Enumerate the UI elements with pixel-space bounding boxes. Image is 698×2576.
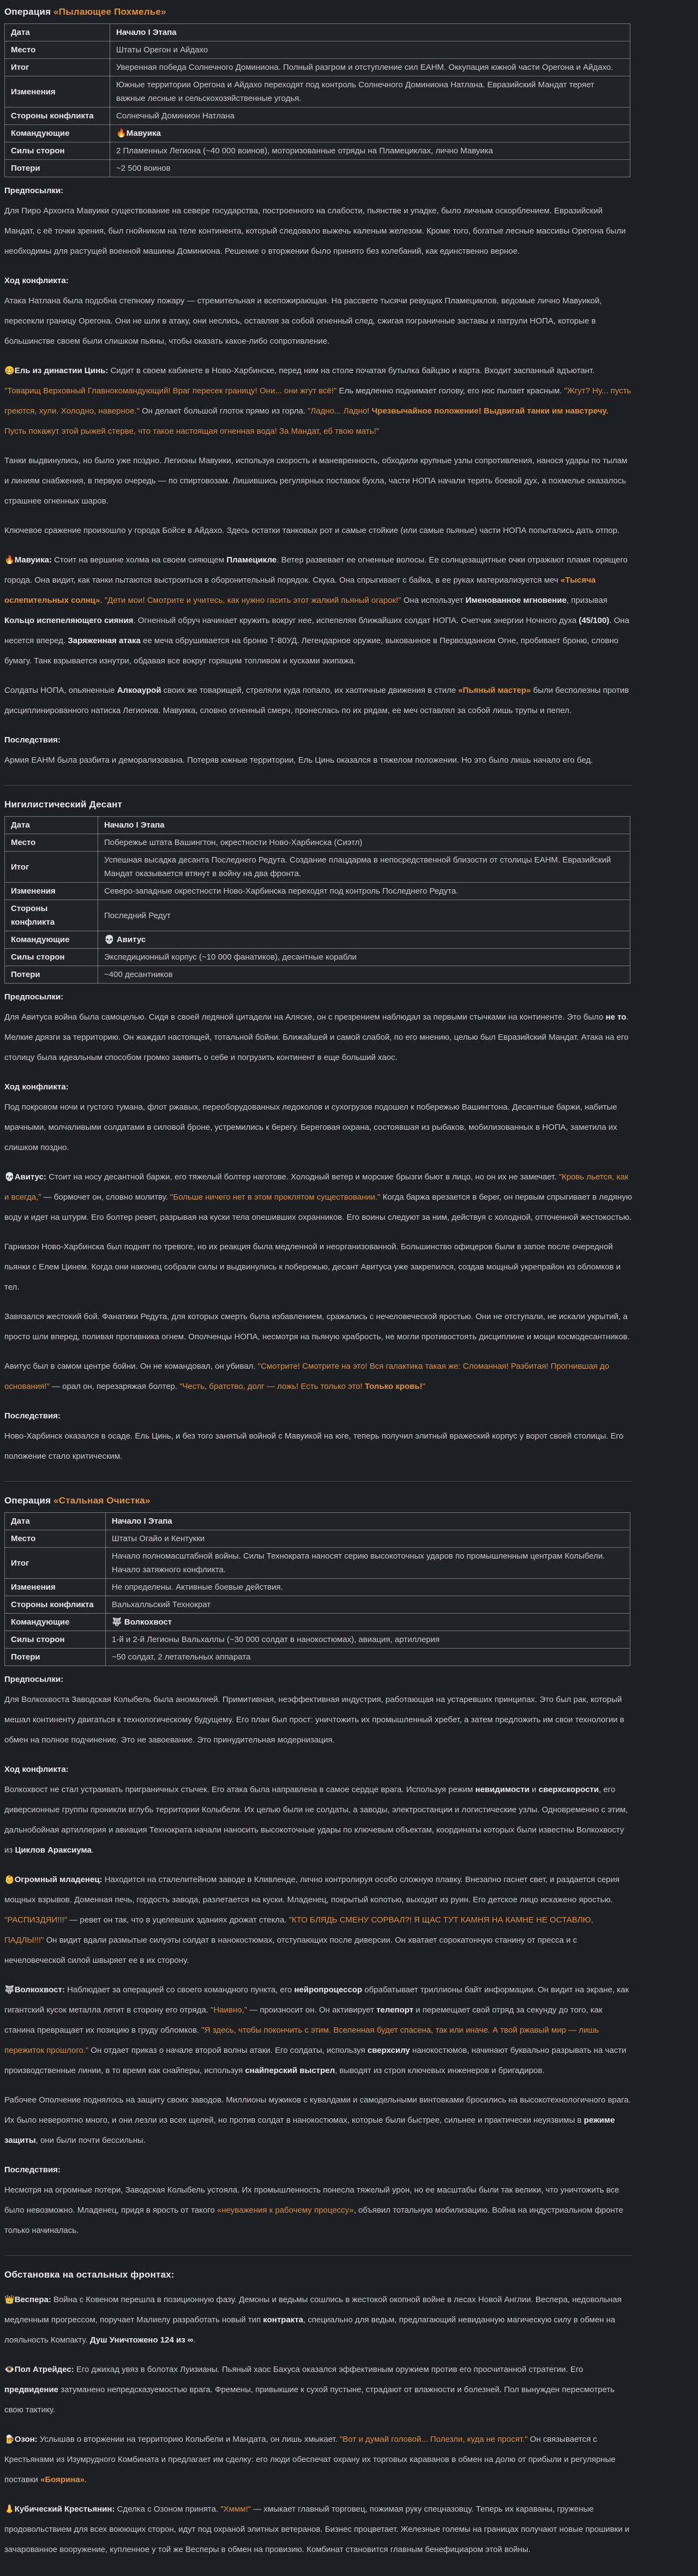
- text-segment: — хмыкает главный торговец, пожимая руку спецназовцу. Теперь их караваны, груженые продовольствием для всех воюющих сторон, идут под охраной элитных ветеранов. Бизнес процветает. Железные големы на границах получают новые прошивки и зачарованное вооружение, купленное у той же Весперы в обмен на провизию. Комбинат становится главным бенефициаром этой войны.: [4, 2505, 630, 2554]
- text-segment: Начало полномасштабной войны. Силы Технократа наносят серию высокоточных ударов по промышленным центрам Колыбели. Начало затяжного конфликта.: [112, 1551, 605, 1574]
- text-segment: Начало I Этапа: [104, 820, 165, 830]
- row-value: [98, 883, 630, 900]
- text-segment: , они были почти бессильны.: [35, 2136, 146, 2145]
- operation-infobox: [4, 1512, 630, 1666]
- row-value: [106, 1513, 630, 1530]
- row-label: Итог: [5, 852, 98, 883]
- text-segment: и перемещает свой отряд за секунду до того, как станина превращает их позицию в груду обломков.: [4, 2005, 603, 2035]
- paragraph: [4, 1780, 633, 1860]
- text-segment: Атака Натлана была подобна степному пожару — стремительная и всепожирающая. На рассвете тысячи ревущих Пламециклов, ведомые лично Мавуикой, пересекли границу Орегона. Они не шли в атаку, они неслись, оставляя за собой огненный след, сжигая пограничные заставы и патрули НОПА, которые в большинстве своем были слишком пьяны, чтобы оказать какое-либо сопротивление.: [4, 296, 602, 346]
- text-segment: нанокостюмов, начинают буквально разрывать на части производственные линии, в то время как снайперы, используя: [4, 2046, 627, 2075]
- text-segment: Волкохвост не стал устраивать приграничных стычек. Его атака была направлена в самое сердце врага. Используя режим: [4, 1785, 476, 1794]
- text-segment: Сделка с Озоном принята.: [115, 2505, 221, 2514]
- nose-icon: 👃: [4, 2505, 15, 2514]
- text-segment: Находится на сталелитейном заводе в Кливленде, лично контролируя особо сложную плавку. Внезапно гаснет свет, и раздается серия мощных взрывов. Доменная печь, гордость завода, разлетается на куски. Младенец, покрытый копотью, выходит из руин. Его детское лицо искажено яростью.: [4, 1875, 619, 1904]
- table-row: [5, 949, 630, 966]
- row-value: [110, 107, 630, 125]
- text-segment: Для Волкохвоста Заводская Колыбель была аномалией. Примитивная, неэффективная индустрия, работающая на устаревших принципах. Это был рак, который мешал континенту двигаться к технологическому будущему. Его план был прост: уничтожить их промышленный хребет, а затем предложить им свои технологии в обмен на полное подчинение. Это не завоевание. Это принудительная модернизация.: [4, 1695, 624, 1745]
- paragraph-label: Ход конфликта:: [4, 276, 69, 285]
- text-segment: Не определены. Активные боевые действия.: [112, 1583, 283, 1592]
- paragraph: [4, 361, 633, 441]
- text-segment: Стоит на вершине холма на своем сияющем: [51, 555, 227, 565]
- table-row: [5, 883, 630, 900]
- paragraph: [4, 2290, 633, 2350]
- text-segment: ": [422, 1382, 425, 1391]
- table-row: [5, 1513, 630, 1530]
- text-segment: Для Пиро Архонта Мавуики существование на севере государства, построенного на слабости, пьянстве и упадке, было личным оскорблением. Евразийский Мандат, с её точки зрения, был гнойником на теле континента, который следовало выжечь каленым железом. Кроме того, богатые лесные массивы Орегона были необходимы для растущей военной машины Доминиона. Решение о вторжении было принято без колебаний, как единственно верное.: [4, 206, 626, 256]
- row-value: [110, 160, 630, 177]
- crown-icon: 👑: [4, 2295, 15, 2304]
- row-value: [106, 1579, 630, 1596]
- text-segment: Для Авитуса война была самоцелью. Сидя в своей ледяной цитадели на Аляске, он с презрением наблюдал за первыми стычками на континенте. Это было: [4, 1013, 606, 1022]
- section-heading: [4, 7, 633, 17]
- table-row: [5, 24, 630, 41]
- paragraph: [4, 1690, 633, 1750]
- wolf-icon: 🐺: [112, 1618, 122, 1627]
- text-segment: Кольцо испепеляющего сияния: [4, 616, 134, 625]
- paragraph-label: Предпосылки:: [4, 186, 64, 195]
- row-label: Потери: [5, 1649, 106, 1666]
- text-segment: Ново-Харбинск оказался в осаде. Ель Цинь, и без того занятый войной с Мавуикой на юге, теперь получил элитный вражеский корпус у ворот своей столицы. Его положение стало критическим.: [4, 1431, 624, 1461]
- row-label: Силы сторон: [5, 142, 110, 160]
- row-value: [106, 1649, 630, 1666]
- text-segment: . Ветер развевает ее огненные волосы. Ее солнцезащитные очки отражают пламя горящего города. Она видит, как танки пытаются выстроиться в оборонительный порядок. Скука. Она спрыгивает с байка, в ее руках материализуется меч: [4, 555, 628, 585]
- paragraph: [4, 1237, 633, 1297]
- text-segment: Авитус:: [14, 1172, 46, 1182]
- text-segment: Алкоаурой: [117, 686, 161, 695]
- text-segment: Несмотря на огромные потери, Заводская Колыбель устояла. Их промышленность понесла тяжелый урон, но ее масштабы были так велики, что уничтожить все было невозможно. Младенец, придя в ярость от такого: [4, 2185, 619, 2215]
- text-segment: Он связывается с Крестьянами из Изумрудного Комбината и предлагает им сделку: его люди обеспечат охрану их торговых караванов в обмен на долю от прибыли и регулярные поставки: [4, 2435, 616, 2484]
- table-row: [5, 966, 630, 984]
- text-segment: Штаты Огайо и Кентукки: [112, 1534, 205, 1543]
- text-segment: Северо-западные окрестности Ново-Харбинска переходят под контроль Последнего Редута.: [104, 886, 459, 896]
- text-segment: , его диверсионные группы проникли вглубь территории Колыбели. Их целью были не солдаты, а заводы, электростанции и логистические узлы. Одновременно с этим, дальнобойная артиллерия и авиация Технократа начали наносить высокоточные удары по ключевым объектам, координаты которых были известны Волкохвосту из: [4, 1785, 628, 1855]
- text-segment: сверхсилу: [367, 2046, 410, 2055]
- text-segment: "Хммм!": [220, 2505, 251, 2514]
- table-row: [5, 1579, 630, 1596]
- text-segment: Когда баржа врезается в берег, он первым спрыгивает в ледяную воду и идет на штурм. Его болтер ревет, разрывая на куски тела опешивших охранников. Его воины следуют за ним, действуя с холодной, отточенной жестокостью.: [4, 1193, 633, 1222]
- text-segment: Пусть покажут этой рыжей стерве, что такое настоящая огненная вода! За Мандат, еб твою мать!": [4, 427, 380, 436]
- paragraph: [4, 520, 633, 541]
- text-segment: — произносит он. Он активирует: [247, 2005, 377, 2015]
- section-heading: [4, 2269, 633, 2280]
- section-title: Обстановка на остальных фронтах:: [4, 2269, 174, 2280]
- text-segment: ~400 десантников: [104, 970, 173, 979]
- text-segment: Его джихад увяз в болотах Луизианы. Пьяный хаос Бахуса оказался эффективным оружием против его просчитанной стратегии. Его: [74, 2365, 583, 2374]
- table-row: [5, 1631, 630, 1649]
- text-segment: обрабатывает триллионы байт информации. Он видит на экране, как гигантский кусок металла летит в сторону его отряда.: [4, 1985, 629, 2015]
- text-segment: — орал он, перезаряжая болтер.: [49, 1382, 180, 1391]
- row-value: [110, 24, 630, 41]
- text-segment: Он видит вдали размытые силуэты солдат в нанокостюмах, отступающих после диверсии. Он хватает сорокатонную станину от пресса и с нечеловеческой силой швыряет ее в их сторону.: [4, 1936, 577, 1965]
- row-value: [98, 949, 630, 966]
- text-segment: Солнечный Доминион Натлана: [116, 111, 235, 121]
- paragraph: [4, 1870, 633, 1970]
- text-segment: Услышав о вторжении на территорию Колыбели и Мандата, он лишь хмыкает.: [37, 2435, 340, 2444]
- text-segment: предвидение: [4, 2385, 59, 2394]
- text-segment: контракта: [263, 2315, 304, 2325]
- table-row: [5, 160, 630, 177]
- operation-title-prefix: Операция: [4, 1495, 54, 1506]
- paragraph: [4, 2359, 633, 2420]
- paragraph: [4, 451, 633, 511]
- text-segment: .: [193, 2335, 196, 2345]
- table-row: [5, 1614, 630, 1631]
- row-label: Итог: [5, 1548, 106, 1579]
- operation-title-prefix: Операция: [4, 7, 54, 17]
- row-label: Потери: [5, 160, 110, 177]
- text-segment: Кубический Крестьянин:: [14, 2505, 115, 2514]
- text-segment: Вальхалльский Технократ: [112, 1600, 211, 1609]
- text-segment: Последний Редут: [104, 910, 171, 920]
- text-segment: телепорт: [376, 2005, 414, 2015]
- paragraph: [4, 1167, 633, 1227]
- row-value: [106, 1530, 630, 1548]
- text-segment: Мавуика:: [14, 555, 52, 565]
- text-segment: не то: [605, 1013, 627, 1022]
- row-value: [98, 834, 630, 852]
- text-segment: Рабочее Ополчение поднялось на защиту своих заводов. Миллионы мужиков с кувалдами и самодельными винтовками бросились на высокотехнологичного врага. Их было невероятно много, и они лезли из всех щелей, но против солдат в нанокостюмах, которые были быстрее, сильнее и практически неуязвимы в: [4, 2095, 631, 2125]
- text-segment: "Честь, братство, долг — ложь! Есть только это!: [179, 1382, 365, 1391]
- text-segment: Пол Атрейдес:: [14, 2365, 74, 2374]
- fire-icon: 🔥: [116, 129, 127, 138]
- operation-title-name: Нигилистический Десант: [4, 799, 123, 810]
- paragraph: [4, 680, 633, 721]
- paragraph: [4, 2429, 633, 2490]
- paragraph: [4, 1307, 633, 1347]
- table-row: [5, 834, 630, 852]
- text-segment: «Пьяный мастер»: [458, 686, 531, 695]
- paragraph: [4, 550, 633, 671]
- text-segment: «Тысяча ослепительных солнц»: [4, 576, 596, 605]
- section-heading: [4, 1495, 633, 1506]
- row-label: Дата: [5, 24, 110, 41]
- text-segment: Она использует: [401, 596, 466, 605]
- text-segment: (45/100): [579, 616, 610, 625]
- text-segment: Выдвигай танки им навстречу.: [483, 406, 609, 416]
- text-segment: "Наивно,": [210, 2005, 248, 2015]
- text-segment: Душ Уничтожено 124 из ∞: [89, 2335, 194, 2345]
- row-label: Командующие: [5, 931, 98, 949]
- table-row: [5, 125, 630, 142]
- text-segment: сверхскорости: [538, 1785, 599, 1794]
- row-label: Силы сторон: [5, 949, 98, 966]
- row-value: [110, 142, 630, 160]
- text-segment: Армия ЕАНМ была разбита и деморализована. Потеряв южные территории, Ель Цинь оказался в тяжелом положении. Но это было лишь начало его бед.: [4, 756, 593, 765]
- row-label: Изменения: [5, 1579, 106, 1596]
- text-segment: . Она несется вперед.: [4, 616, 629, 645]
- section-heading: [4, 799, 633, 810]
- text-segment: Солдаты НОПА, опьяненные: [4, 686, 117, 695]
- text-segment: Он отдает приказ о начале второй волны атаки. Его солдаты, используя: [88, 2046, 368, 2055]
- row-label: Командующие: [5, 125, 110, 142]
- text-segment: "Смотрите! Смотрите на это! Вся галактика такая же: Сломанная! Разбитая! Прогнившая до основания!": [4, 1362, 610, 1391]
- text-segment: "КТО БЛЯДЬ СМЕНУ СОРВАЛ?! Я ЩАС ТУТ КАМНЯ НА КАМНЕ НЕ ОСТАВЛЮ, ПАДЛЫ!!!": [4, 1915, 593, 1945]
- paragraph: [4, 1980, 633, 2081]
- text-segment: ~50 солдат, 2 летательных аппарата: [112, 1652, 251, 1662]
- row-label: Стороны конфликта: [5, 107, 110, 125]
- text-segment: Ель из династии Цинь:: [14, 366, 109, 375]
- divider: [4, 785, 633, 786]
- text-segment: Волкохвост: [122, 1618, 172, 1627]
- text-segment: Штаты Орегон и Айдахо: [116, 45, 208, 55]
- text-segment: и: [529, 1785, 539, 1794]
- row-value: [98, 817, 630, 834]
- paragraph-label: Предпосылки:: [4, 992, 64, 1002]
- paragraph-label: Ход конфликта:: [4, 1082, 69, 1092]
- table-row: [5, 41, 630, 59]
- table-row: [5, 852, 630, 883]
- text-segment: Стоит на носу десантной баржи, его тяжелый болтер наготове. Холодный ветер и морские брызги бьют в лицо, но он их не замечает.: [46, 1172, 559, 1182]
- table-row: [5, 107, 630, 125]
- text-segment: Озон:: [14, 2435, 38, 2444]
- row-value: [106, 1614, 630, 1631]
- paragraph: [4, 2180, 633, 2240]
- table-row: [5, 817, 630, 834]
- text-segment: Ключевое сражение произошло у города Бойсе в Айдахо. Здесь остатки танковых рот и самые стойкие (или самые пьяные) части НОПА попытались дать отпор.: [4, 526, 620, 535]
- paragraph-label: Последствия:: [4, 1411, 61, 1421]
- row-value: [106, 1631, 630, 1649]
- row-label: Итог: [5, 59, 110, 76]
- text-segment: Успешная высадка десанта Последнего Редута. Создание плацдарма в непосредственной близости от столицы ЕАНМ. Евразийский Мандат оказывается втянут в войну на два фронта.: [104, 855, 611, 878]
- text-segment: Волкохвост:: [14, 1985, 65, 1994]
- text-segment: "Ладно... Ладно!: [308, 406, 372, 416]
- table-row: [5, 1530, 630, 1548]
- paragraph: [4, 201, 633, 261]
- paragraph-label: Последствия:: [4, 735, 61, 745]
- text-segment: Уверенная победа Солнечного Доминиона. Полный разгром и отступление сил ЕАНМ. Оккупация южной части Орегона и Айдахо.: [116, 63, 613, 72]
- text-segment: Сидит в своем кабинете в Ново-Харбинске, перед ним на столе початая бутылка байцзю и карта. Входит заспанный адъютант.: [108, 366, 595, 375]
- paragraph: [4, 291, 633, 351]
- woozy-face-icon: 🥴: [4, 366, 15, 375]
- table-row: [5, 1649, 630, 1666]
- row-value: [106, 1596, 630, 1614]
- row-label: Место: [5, 41, 110, 59]
- text-segment: .: [100, 596, 105, 605]
- divider: [4, 2255, 633, 2256]
- text-segment: Он делает большой глоток прямо из горла.: [139, 406, 308, 416]
- table-row: [5, 1548, 630, 1579]
- text-segment: "Жгут? Ну... пусть греются, хули. Холодно, наверное.": [4, 386, 631, 416]
- table-row: [5, 1596, 630, 1614]
- text-segment: режиме защиты: [4, 2116, 615, 2145]
- text-segment: Начало I Этапа: [116, 28, 177, 37]
- row-label: Стороны конфликта: [5, 900, 98, 931]
- paragraph: [4, 2499, 633, 2560]
- text-segment: . Мелкие дрязги за территорию. Он жаждал настоящей, тотальной бойни. Ближайшей и самой слабой, по его мнению, целью был Евразийский Мандат. Атака на его столицу была идеальным способом громко заявить о себе и погрузить континент в еще больший хаос.: [4, 1013, 629, 1062]
- text-segment: — ревет он так, что в уцелевших зданиях дрожат стекла.: [67, 1915, 289, 1925]
- text-segment: Только кровь!: [364, 1382, 423, 1391]
- row-value: [98, 852, 630, 883]
- row-label: Командующие: [5, 1614, 106, 1631]
- text-segment: "Вот и думай головой... Полезли, куда не просят.": [340, 2435, 528, 2444]
- text-segment: Южные территории Орегона и Айдахо переходят под контроль Солнечного Доминиона Натлана. Евразийский Мандат теряет важные лесные и сельскохозяйственные угодья.: [116, 80, 594, 103]
- row-label: Стороны конфликта: [5, 1596, 106, 1614]
- text-segment: "Дети мои! Смотрите и учитесь, как нужно гасить этот жалкий пьяный огарок!": [104, 596, 401, 605]
- text-segment: , выводят из строя ключевых инженеров и бригадиров.: [335, 2066, 545, 2075]
- text-segment: своих же товарищей, стреляли куда попало, их хаотичные движения в стиле: [161, 686, 459, 695]
- text-segment: Гарнизон Ново-Харбинска был поднят по тревоге, но их реакция была медленной и неорганизованной. Большинство офицеров были в запое после очередной пьянки с Елем Цинем. Когда они наконец собрали силы и выдвинулись к побережью, десант Авитуса уже закрепился, создав мощный укрепрайон из обломков и тел.: [4, 1242, 621, 1292]
- text-segment: 1-й и 2-й Легионы Вальхаллы (~30 000 солдат в нанокостюмах), авиация, артиллерия: [112, 1635, 440, 1644]
- text-segment: ~2 500 воинов: [116, 164, 171, 173]
- row-label: Место: [5, 1530, 106, 1548]
- row-value: [110, 41, 630, 59]
- text-segment: нейропроцессор: [294, 1985, 363, 1994]
- row-value: [98, 966, 630, 984]
- text-segment: , специально для ведьм, предлагающий невиданную магическую силу в обмен на лояльность Компакту.: [4, 2315, 616, 2345]
- text-segment: Именованное мгновение: [465, 596, 567, 605]
- text-segment: Начало I Этапа: [112, 1517, 172, 1526]
- text-segment: «неуважения к рабочему процессу»: [217, 2206, 354, 2215]
- text-segment: Чрезвычайное положение!: [371, 406, 482, 416]
- text-segment: Пламецикле: [226, 555, 277, 565]
- text-segment: «Боярина»: [40, 2475, 85, 2484]
- paragraph: [4, 2090, 633, 2150]
- table-row: [5, 59, 630, 76]
- text-segment: , объявил тотальную мобилизацию. Война на индустриальном фронте только начиналась.: [4, 2206, 623, 2235]
- eye-icon: 👁️: [4, 2365, 15, 2374]
- beer-icon: 🍺: [4, 2435, 15, 2444]
- text-segment: невидимости: [475, 1785, 529, 1794]
- text-segment: Огромный младенец:: [14, 1875, 103, 1884]
- table-row: [5, 76, 630, 107]
- row-label: Силы сторон: [5, 1631, 106, 1649]
- wolf-icon: 🐺: [4, 1985, 15, 1994]
- text-segment: , призывая: [566, 596, 608, 605]
- text-segment: 2 Пламенных Легиона (~40 000 воинов), моторизованные отряды на Пламециклах, лично Мавуика: [116, 146, 493, 155]
- text-segment: Ель медленно поднимает голову, его нос пылает красным.: [336, 386, 564, 396]
- operation-infobox: [4, 23, 630, 177]
- paragraph-label: Предпосылки:: [4, 1675, 64, 1684]
- text-segment: Циклов Араксиума: [15, 1846, 92, 1855]
- table-row: [5, 931, 630, 949]
- row-value: [110, 125, 630, 142]
- row-label: Изменения: [5, 883, 98, 900]
- text-segment: "Больше ничего нет в этом проклятом существовании.": [170, 1193, 381, 1202]
- row-value: [98, 900, 630, 931]
- text-segment: "РАСПИЗДЯИ!!!": [4, 1915, 68, 1925]
- text-segment: Танки выдвинулись, но было уже поздно. Легионы Мавуики, используя скорость и маневренность, обходили крупные узлы сопротивления, нанося удары по тылам и линиям снабжения, в первую очередь — по спиртовозам. Лишившись регулярных поставок бухла, части НОПА начали терять боевой дух, а похмелье оказалось страшнее огненных шаров.: [4, 456, 628, 506]
- operation-title-name: «Пылающее Похмелье»: [53, 7, 166, 17]
- text-segment: Заряженная атака: [68, 636, 141, 645]
- text-segment: Авитус был в самом центре бойни. Он не командовал, он убивал.: [4, 1362, 258, 1371]
- text-segment: .: [91, 1846, 94, 1855]
- paragraph-label: Последствия:: [4, 2165, 61, 2174]
- text-segment: "Я здесь, чтобы покончить с этим. Вселенная будет спасена, так или иначе. А твой ржавый мир — лишь пережиток прошлого.": [4, 2026, 599, 2055]
- text-segment: Наблюдает за операцией со своего командного пункта, его: [64, 1985, 294, 1994]
- text-segment: "Кровь льется, как и всегда,": [4, 1172, 629, 1202]
- text-segment: ее меча обрушивается на броню Т-80УД. Легендарное оружие, выкованное в Первозданном Огне, пробивает броню, словно бумагу. Танк взрывается изнутри, обдавая все вокруг горящим топливом и кусками экипажа.: [4, 636, 619, 666]
- text-segment: Мавуика: [126, 129, 161, 138]
- table-row: [5, 900, 630, 931]
- paragraph: [4, 1426, 633, 1466]
- row-label: Дата: [5, 817, 98, 834]
- text-segment: были бесполезны против дисциплинированного натиска Легионов. Мавуика, словно огненный смерч, пронеслась по их рядам, ее меч оставлял за собой лишь трупы и пепел.: [4, 686, 629, 715]
- text-segment: Война с Ковеном перешла в позиционную фазу. Демоны и ведьмы сошлись в жестокой окопной войне в лесах Новой Англии. Веспера, недовольная медленным прогрессом, поручает Малиелу разработать новый тип: [4, 2295, 622, 2325]
- text-segment: Авитус: [114, 935, 146, 944]
- divider: [4, 1481, 633, 1482]
- text-segment: — бормочет он, словно молитву.: [41, 1193, 170, 1202]
- row-value: [110, 59, 630, 76]
- text-segment: снайперский выстрел: [245, 2066, 335, 2075]
- paragraph: [4, 1356, 633, 1397]
- paragraph-label: Ход конфликта:: [4, 1765, 69, 1774]
- text-segment: Побережье штата Вашингтон, окрестности Ново-Харбинска (Сиэтл): [104, 838, 363, 847]
- baby-icon: 👶: [4, 1875, 15, 1884]
- paragraph: [4, 1007, 633, 1068]
- text-segment: Завязался жестокий бой. Фанатики Редута, для которых смерть была избавлением, сражались с нечеловеческой яростью. Они не отступали, не искали укрытий, а просто шли вперед, поливая противника огнем. Ополченцы НОПА, несмотря на пьяную храбрость, не могли противостоять дисциплине и мощи космодесантников.: [4, 1312, 630, 1341]
- row-value: [110, 76, 630, 107]
- row-value: [106, 1548, 630, 1579]
- paragraph: [4, 1097, 633, 1158]
- fire-icon: 🔥: [4, 555, 15, 565]
- operation-infobox: [4, 816, 630, 984]
- row-label: Место: [5, 834, 98, 852]
- text-segment: затуманено непредсказуемостью врага. Фремены, привыкшие к сухой пустыне, страдают от влажности и болезней. Пол вынужден пересмотреть свою тактику.: [4, 2385, 615, 2415]
- text-segment: "Товарищ Верховный Главнокомандующий! Враг пересек границу! Они... они жгут всё!": [4, 386, 337, 396]
- operation-title-name: «Стальная Очистка»: [53, 1495, 151, 1506]
- row-value: [98, 931, 630, 949]
- row-label: Дата: [5, 1513, 106, 1530]
- text-segment: .: [85, 2475, 87, 2484]
- text-segment: . Огненный обруч начинает кружить вокруг нее, испепеляя ближайших солдат НОПА. Счетчик энергии Ночного духа: [133, 616, 579, 625]
- skull-icon: 💀: [4, 1172, 15, 1182]
- skull-icon: 💀: [104, 935, 115, 944]
- text-segment: Экспедиционный корпус (~10 000 фанатиков), десантные корабли: [104, 952, 357, 962]
- row-label: Изменения: [5, 76, 110, 107]
- paragraph: [4, 750, 633, 770]
- row-label: Потери: [5, 966, 98, 984]
- table-row: [5, 142, 630, 160]
- text-segment: Под покровом ночи и густого тумана, флот ржавых, переоборудованных ледоколов и сухогрузов подошел к побережью Вашингтона. Десантные баржи, набитые мрачными, молчаливыми солдатами в силовой броне, устремились к берегу. Береговая охрана, состоявшая из рыбаков, мобилизованных в НОПА, заметила их слишком поздно.: [4, 1103, 617, 1152]
- text-segment: Веспера:: [14, 2295, 51, 2304]
